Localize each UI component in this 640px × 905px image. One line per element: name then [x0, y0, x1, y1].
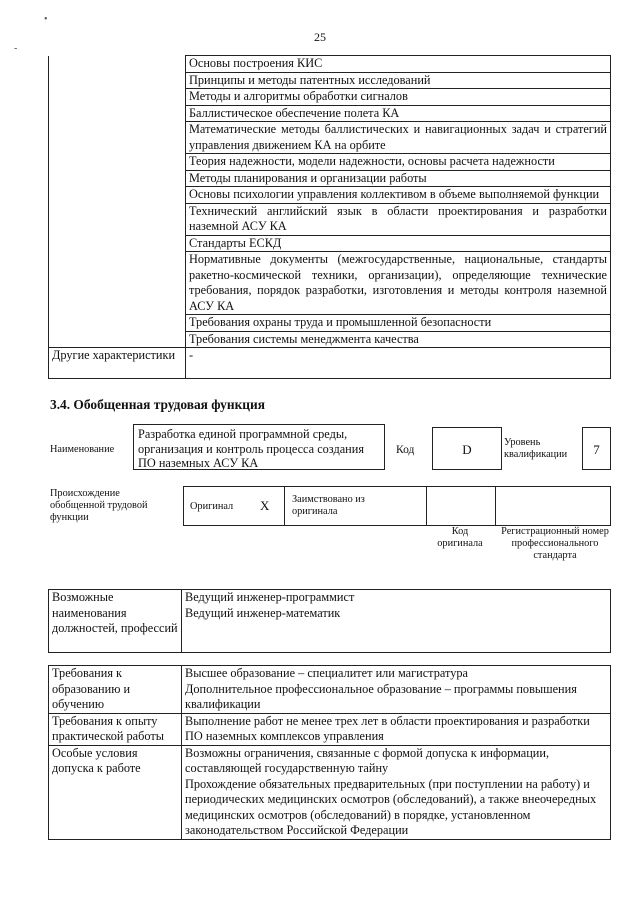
original-mark: X	[260, 498, 270, 513]
reg-caption: Регистрационный номер профессионального стандарта	[501, 526, 609, 561]
origin-divider	[495, 487, 496, 525]
table-row: Стандарты ЕСКД	[186, 235, 611, 252]
experience-values	[182, 713, 611, 745]
origin-divider	[426, 487, 427, 525]
code-caption: Код оригинала	[437, 526, 483, 549]
position-item: Ведущий инженер-программист	[185, 590, 355, 604]
education-line: Высшее образование – специалитет или магистратура	[185, 666, 468, 680]
positions-table	[48, 589, 611, 653]
positions-values	[182, 590, 611, 653]
code-value-box	[432, 427, 502, 470]
knowledge-table	[48, 55, 611, 379]
positions-label: Возможные наименования должностей, профессий	[49, 590, 182, 653]
requirements-table	[48, 665, 611, 840]
origin-table	[183, 486, 611, 526]
scan-mark: •	[44, 14, 48, 25]
education-label: Требования к образованию и обучению	[49, 666, 182, 714]
experience-line: Выполнение работ не менее трех лет в области проектирования и разработки ПО наземных комплексов управления	[185, 713, 590, 743]
origin-label: Происхождение обобщенной трудовой функции	[50, 488, 148, 523]
table-row: Математические методы баллистических и навигационных задач и стратегий управления движением КА на орбите	[186, 122, 611, 154]
admission-line: Прохождение обязательных предварительных (при поступлении на работу) и периодических медицинских осмотров (обследований), а также внеочередных медицинских осмотров (обследований) в порядке, установленном законодательством Российской Федерации	[185, 776, 597, 837]
table-row: Основы психологии управления коллективом в объеме выполняемой функции	[186, 187, 611, 204]
table-row: Технический английский язык в области проектирования и разработки наземной АСУ КА	[186, 203, 611, 235]
position-item: Ведущий инженер-математик	[185, 605, 341, 620]
level-value-box	[582, 427, 611, 470]
origin-divider	[284, 487, 285, 525]
page-number: 25	[314, 30, 326, 44]
experience-label: Требования к опыту практической работы	[49, 713, 182, 745]
code-label: Код	[396, 444, 415, 456]
empty-label-cell	[49, 56, 186, 348]
table-row: Баллистическое обеспечение полета КА	[186, 105, 611, 122]
table-row: Теория надежности, модели надежности, основы расчета надежности	[186, 154, 611, 171]
education-line: Дополнительное профессиональное образование – программы повышения квалификации	[185, 681, 577, 711]
original-label: Оригинал	[190, 501, 234, 512]
scan-mark: -	[14, 43, 18, 54]
table-row: Принципы и методы патентных исследований	[186, 72, 611, 89]
education-values	[182, 666, 611, 714]
admission-values	[182, 745, 611, 839]
other-characteristics-label: Другие характеристики	[49, 348, 186, 379]
admission-label: Особые условия допуска к работе	[49, 745, 182, 839]
table-row: Требования системы менеджмента качества	[186, 331, 611, 348]
name-value	[133, 424, 385, 470]
other-characteristics-value: -	[186, 348, 611, 379]
code-value: D	[462, 442, 472, 457]
section-title: 3.4. Обобщенная трудовая функция	[50, 397, 265, 412]
admission-line: Возможны ограничения, связанные с формой допуска к информации, составляющей государственную тайну	[185, 745, 550, 775]
borrowed-label: Заимствовано из оригинала	[292, 494, 365, 517]
name-value-text: Разработка единой программной среды, организация и контроль процесса создания ПО наземных АСУ КА	[138, 427, 364, 470]
table-row: Основы построения КИС	[186, 56, 611, 73]
table-row: Методы и алгоритмы обработки сигналов	[186, 89, 611, 106]
level-value: 7	[593, 442, 600, 457]
name-label: Наименование	[50, 444, 115, 455]
table-row: Методы планирования и организации работы	[186, 170, 611, 187]
table-row: Требования охраны труда и промышленной безопасности	[186, 315, 611, 332]
level-label: Уровень квалификации	[504, 437, 568, 460]
table-row: Нормативные документы (межгосударственные, национальные, стандарты ракетно-космической техники, организации), определяющие технические требования, порядок разработки, изготовления и методы контроля наземной АСУ КА	[186, 252, 611, 315]
